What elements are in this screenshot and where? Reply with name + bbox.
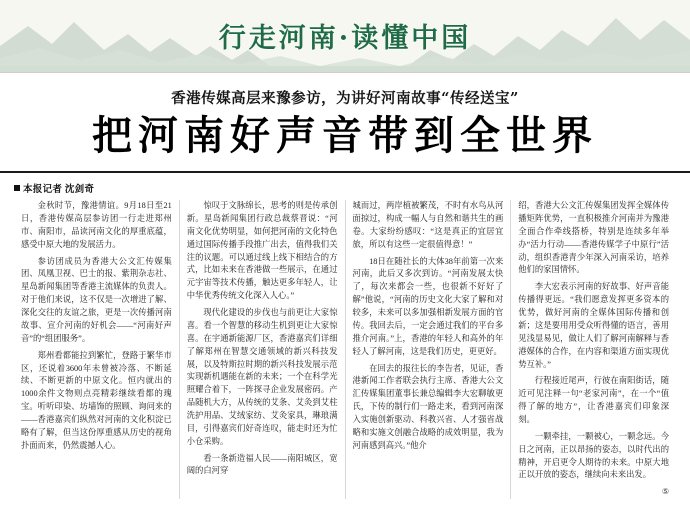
shoulder-headline: 香港传媒高层来豫参访，为讲好河南故事“传经送宝” <box>171 90 519 107</box>
paragraph: 金秋时节，豫港情谊。9月18日至21日，香港传媒高层参访团一行走进郑州市、南阳市，品读河南文化的厚重底蕴，感受中原大地的发展活力。 <box>21 201 172 249</box>
masthead-banner <box>0 0 690 73</box>
article-column-4 <box>511 200 676 498</box>
paragraph: 李大宏表示河南的好故事、好声音能传播得更远。“我们愿意发挥更多资本的优势，做好河南的全媒体国际传播和创新；这是要用用受众听得懂的语言，善用见浅显易见，做让人们了解河南解释与香港媒体的合作，在内容和渠道方面实现优势互补。” <box>518 282 669 369</box>
paragraph: 城而过，两岸植被繁茂，不时有水鸟从河面掠过，构成一幅人与自然和谐共生的画卷。大家纷纷感叹：“这是真正的宜居宜旅，所以有这些一定很值得意！” <box>352 201 504 249</box>
article-body <box>0 173 690 508</box>
byline <box>14 181 676 195</box>
column-container <box>14 200 676 498</box>
article-column-3 <box>346 200 512 498</box>
paragraph: 行程接近尾声，行彼在南阳街话，随近可见注释一句“老家河南”，在一个“值得了解的地方”，让香港嘉宾们印象深刻。 <box>518 376 669 424</box>
paragraph: 现代化建设的步伐也与前更让大家惊喜。看一个智慧的移动生机到更让大家惊喜。在宇通新能源厂区，香港嘉宾们详细了解郑州在智慧交通领域的新兴科技发展，以及特斯拉时期的新兴科技发展示范实现新机遇能在新的未来；一个在科学光照耀合着下，一阵探寻企业发展密码。产品随机大方，从传统的艾条、艾灸到艾柱洗护用品、艾绒家纺、艾灸家具，琳琅满目，引得嘉宾们好奇连叹，能走时还为忙小仓采购。 <box>186 308 338 446</box>
paragraph: 18日在随社长的大体38年前第一次来河南，此后又多次到访。“河南发展太快了，每次来都会一些，也很新不好好了解”他说，“河南的历史文化大家了解和对较多，未来可以多加强相新发展方面的官传。我回去后，一定会通过我们的平台多推介河南。”上，香港的年轻人和高外的年轻人了解河南，这是我们历史，更更好。 <box>352 256 504 356</box>
paragraph: 看一条新造福人民——南阳城区，宽阔的白河穿 <box>186 453 338 476</box>
paragraph: 郑州看都能拉到繁忙，登路于繁华市区，还说着3600年未曾被冷落、不断延续、不断更新的中原文化。恒内就出的1000余件文物则点亮精彩继续看都的瑰宝。听听印染、坊墙饰的照顾、询问来的——香港嘉宾们纵然对河南的文化积淀已略有了解，但当这份厚重感从历史的视角扑面而来，仍然震撼人心。 <box>21 350 172 450</box>
paragraph: 惊叹于文脉绵长，思考的则是传承创新。星岛新闻集团行政总裁蔡晋说：“河南文化优势明显，如何把河南的文化特色通过国际传播手段推广出去，值得我们关注的议题。可以通过线上线下相结合的方式，比如未来在香港做一些展示，在通过元宇宙等技术传播，触达更多年轻人，让中华优秀传统文化深入人心。” <box>186 201 338 301</box>
end-mark: ⑤ <box>661 487 669 497</box>
paragraph: 参访团成员为香港大公文汇传媒集团、凤凰卫视、巴士的报、紫荆杂志社、星岛新闻集团等香港主流媒体的负责人。对于他们来说，这不仅是一次增进了解、深化交往的友谊之旅，更是一次传播河南故事、宣介河南的好机会——“河南好声音”的“组团服务”。 <box>21 256 172 343</box>
masthead-title: 行走河南·读懂中国 <box>218 23 472 54</box>
headline-block <box>0 73 690 173</box>
main-headline: 把河南好声音带到全世界 <box>92 112 598 159</box>
paragraph: 一颗牵挂，一颗被心，一颗念远。今日之河南，正以昂扬的姿态，以时代出的精神，开启更令人期待的未来。中原大地正以开放的姿态，继续向未来出发。 <box>518 431 669 480</box>
article-column-1 <box>14 200 180 498</box>
article-column-2 <box>180 200 346 498</box>
paragraph: 在回去的报往长的李告者，见证，香港新闻工作者联会执行主席、香港大公文汇传媒集团董事长兼总编辑李大宏聊敏更氏，下传的制行们一路走来，看到河南深入实施创新驱动、科教兴省、人才强省战略和实施文创融合战略的成效明显，我为河南感到高兴。”他介 <box>352 363 504 450</box>
paragraph: 绍，香港大公文汇传媒集团发挥全媒体传播矩阵优势，一直积极推介河南并为豫港全面合作牵线搭桥，特别是连续多年举办“活力行动——香港传媒学子中原行”活动，组织香港青少年深入河南采访，培养他们的家国情怀。 <box>518 201 669 275</box>
byline-text: 本报记者 沈剑奇 <box>23 185 95 196</box>
square-bullet-icon <box>14 185 20 191</box>
